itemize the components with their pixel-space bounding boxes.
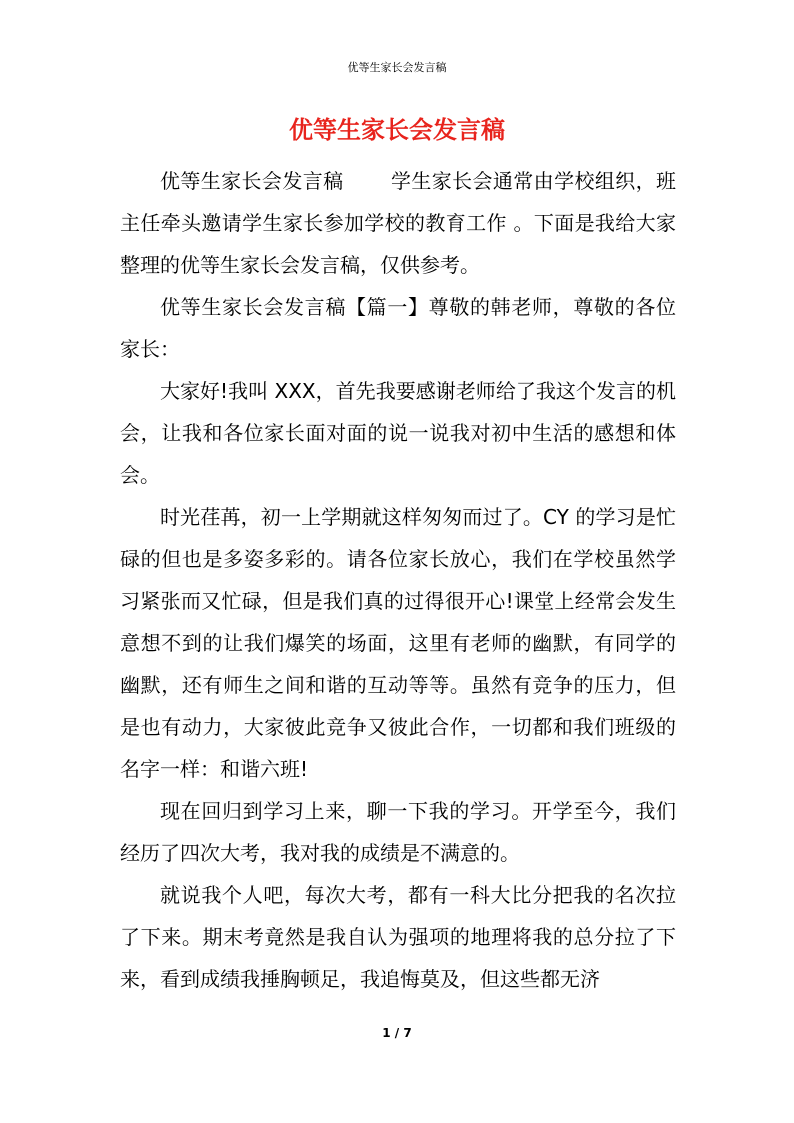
paragraph: 现在回归到学习上来，聊一下我的学习。开学至今，我们经历了四次大考，我对我的成绩是不满意的。 — [120, 799, 676, 865]
paragraph: 时光荏苒，初一上学期就这样匆匆而过了。CY 的学习是忙碌的但也是多姿多彩的。请各位家长放心，我们在学校虽然学习紧张而又忙碌，但是我们真的过得很开心!课堂上经常会发生意想不到的让我们爆笑的场面，这里有老师的幽默，有同学的幽默，还有师生之间和谐的互动等等。虽然有竞争的压力，但是也有动力，大家彼此竞争又彼此合作，一切都和我们班级的名字一样：和谐六班! — [120, 505, 676, 781]
paragraph: 优等生家长会发言稿 学生家长会通常由学校组织，班主任牵头邀请学生家长参加学校的教育工作 。下面是我给大家整理的优等生家长会发言稿，仅供参考。 — [120, 169, 676, 277]
document-title: 优等生家长会发言稿 — [289, 116, 505, 144]
paragraph: 就说我个人吧，每次大考，都有一科大比分把我的名次拉了下来。期末考竟然是我自认为强项的地理将我的总分拉了下来，看到成绩我捶胸顿足，我追悔莫及，但这些都无济 — [120, 883, 676, 991]
document-body — [120, 160, 676, 1000]
paragraph: 大家好!我叫 XXX，首先我要感谢老师给了我这个发言的机会，让我和各位家长面对面的说一说我对初中生活的感想和体会。 — [120, 379, 676, 487]
paragraph: 优等生家长会发言稿【篇一】尊敬的韩老师，尊敬的各位家长： — [120, 295, 676, 361]
page-number: 1 / 7 — [382, 1026, 412, 1040]
page-header: 优等生家长会发言稿 — [347, 61, 447, 74]
